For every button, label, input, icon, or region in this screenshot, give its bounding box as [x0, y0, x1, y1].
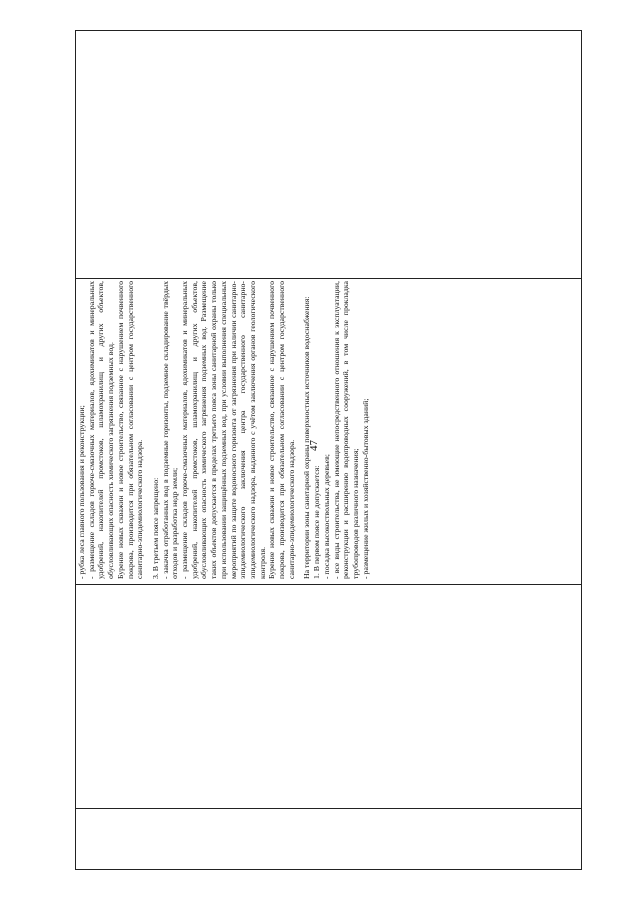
rotated-text-cell — [75, 277, 582, 583]
text-line: - размещение складов горюче-смазочных материалов, ядохимикатов и минеральных удобрений, накопителей промстоков, шламохранилищ и других объектов, обусловливающих опасность химического загрязнения подземных вод. Размещение таких объектов допускается в пределах третьего пояса зоны санитарной охраны только при использовании защищённых подземных вод, при условии выполнения специальных мероприятий по защите водоносного горизонта от загрязнения при наличии санитарно-эпидемиологического заключения центра государственного санитарно-эпидемиологического надзора, выданного с учётом заключения органов геологического контроля. — [180, 281, 267, 579]
text-line: 1. В первом поясе не допускается: — [312, 465, 322, 579]
text-line: - рубка леса главного пользования и реконструкции; — [77, 405, 86, 579]
text-line: 3. В третьем поясе запрещено: — [150, 477, 160, 579]
text-line: - закачка отработанных вод в подземные горизонты, подземное складирование твёрдых отходов и разработка недр земли; — [160, 281, 180, 579]
text-line: Бурение новых скважин и новое строительство, связанное с нарушением почвенного покрова, производится при обязательном согласовании с центром государственного санитарно-эпидемиологического надзора. — [267, 281, 296, 579]
table-row-divider-2 — [76, 584, 581, 585]
page-number: 47 — [308, 440, 320, 451]
text-line: - все виды строительства, не имеющие непосредственного отношения к эксплуатации, реконструкции и расширению водопроводных сооружений, в том числе прокладка трубопроводов различного назначения; — [331, 281, 360, 579]
text-line: Бурение новых скважин и новое строительство, связанное с нарушением почвенного покрова, производится при обязательном согласовании с центром государственного санитарно-эпидемиологического надзора. — [115, 281, 145, 579]
text-line: - посадка высокоствольных деревьев; — [321, 454, 331, 579]
text-line: - размещение жилых и хозяйственно-бытовых зданий; — [360, 398, 370, 579]
table-row-divider-3 — [76, 808, 581, 809]
text-line: На территории зоны санитарной охраны поверхностных источников водоснабжения: — [302, 296, 312, 579]
text-line: - размещение складов горюче-смазочных материалов, ядохимикатов и минеральных удобрений, накопителей промстоков, шламохранилищ и других объектов, обусловливающих опасность химического загрязнения подземных вод. — [86, 281, 116, 579]
